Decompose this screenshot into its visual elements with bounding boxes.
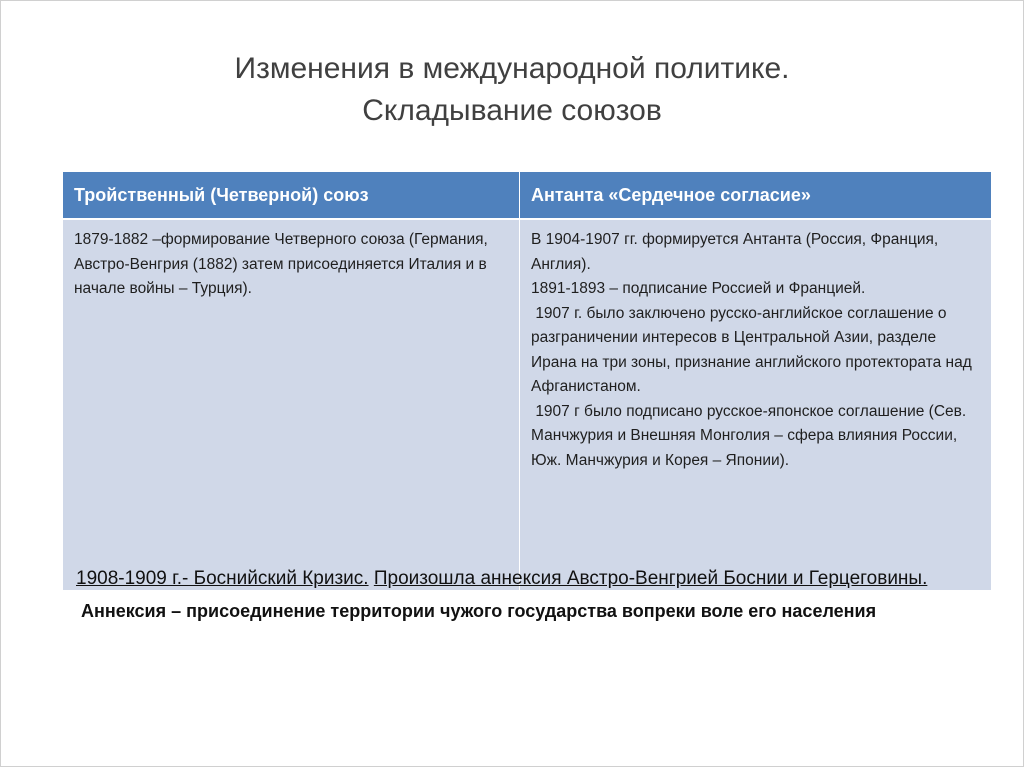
page-title [60,48,964,132]
cell-paragraph: В 1904-1907 гг. формируется Антанта (Россия, Франция, Англия). [531,231,943,273]
crisis-description: Произошла аннексия Австро-Венгрией Боснии и Герцеговины. [373,568,928,589]
title-line-1: Изменения в международной политике. [234,52,790,85]
cell-paragraph: 1907 г. было заключено русско-английское соглашение о разграничении интересов в Центральной Азии, разделе Ирана на три зоны, признание английского протектората над Афганистаном. [531,304,977,395]
table-row [63,218,991,590]
cell-paragraph: 1907 г было подписано русское-японское соглашение (Сев. Манчжурия и Внешняя Монголия – сфера влияния России, Юж. Манчжурия и Корея – Японии). [531,402,971,469]
bottom-text [76,566,986,625]
header-triple-alliance: Тройственный (Четверной) союз [63,172,520,218]
title-line-2: Складывание союзов [362,94,662,127]
crisis-heading: 1908-1909 г.- Боснийский Кризис. [76,568,369,589]
alliances-table [63,172,991,590]
annexation-definition: Аннексия – присоединение территории чужого государства вопреки воле его населения [76,601,877,621]
cell-triple-alliance [63,220,520,590]
cell-entente [520,220,991,590]
cell-paragraph: 1879-1882 –формирование Четверного союза (Германия, Австро-Венгрия (1882) затем присоединяется Италия и в начале войны – Турция). [74,231,493,297]
bosnian-crisis-text [76,566,986,592]
cell-paragraph: 1891-1893 – подписание Россией и Францией. [531,280,866,297]
header-entente: Антанта «Сердечное согласие» [531,185,811,205]
table-header-row [63,172,991,218]
